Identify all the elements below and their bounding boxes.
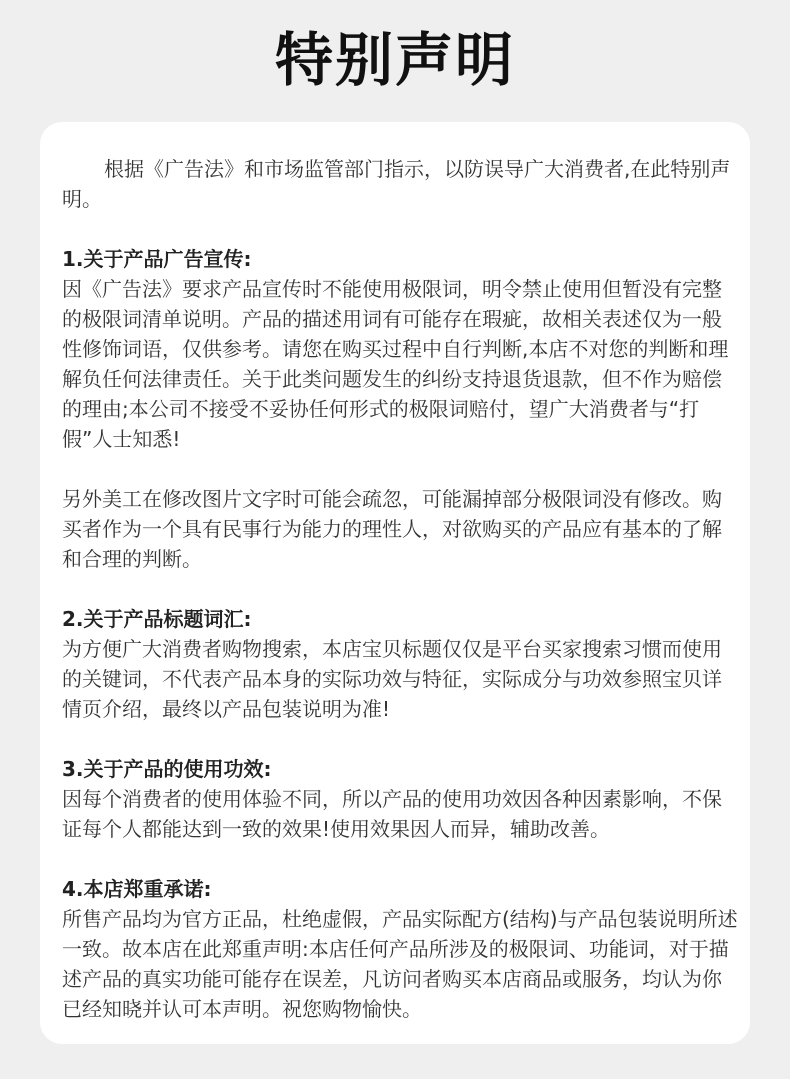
section-store-promise bbox=[62, 874, 738, 1024]
spacer bbox=[62, 724, 738, 754]
intro-paragraph: 根据《广告法》和市场监管部门指示，以防误导广大消费者,在此特别声明。 bbox=[62, 157, 731, 211]
section-title-keywords bbox=[62, 604, 738, 724]
spacer bbox=[62, 844, 738, 874]
section-heading: 1.关于产品广告宣传: bbox=[62, 247, 252, 271]
section-paragraph: 另外美工在修改图片文字时可能会疏忽，可能漏掉部分极限词没有修改。购买者作为一个具有民事行为能力的理性人，对欲购买的产品应有基本的了解和合理的判断。 bbox=[62, 487, 722, 571]
section-paragraph: 因《广告法》要求产品宣传时不能使用极限词，明令禁止使用但暂没有完整的极限词清单说明。产品的描述用词有可能存在瑕疵，故相关表述仅为一般性修饰词语，仅供参考。请您在购买过程中自行判断,本店不对您的判断和理解负任何法律责任。关于此类问题发生的纠纷支持退货退款，但不作为赔偿的理由;本公司不接受不妥协任何形式的极限词赔付，望广大消费者与“打假”人士知悉! bbox=[62, 277, 729, 451]
section-heading: 2.关于产品标题词汇: bbox=[62, 607, 252, 631]
statement-card bbox=[40, 122, 750, 1044]
spacer bbox=[62, 214, 738, 244]
section-heading: 4.本店郑重承诺: bbox=[62, 877, 212, 901]
section-heading: 3.关于产品的使用功效: bbox=[62, 757, 272, 781]
spacer bbox=[62, 574, 738, 604]
section-advertising bbox=[62, 244, 738, 574]
section-product-effects bbox=[62, 754, 738, 844]
page-title: 特别声明 bbox=[274, 26, 515, 94]
section-paragraph: 所售产品均为官方正品，杜绝虚假，产品实际配方(结构)与产品包装说明所述一致。故本店在此郑重声明:本店任何产品所涉及的极限词、功能词，对于描述产品的真实功能可能存在误差，凡访问者购买本店商品或服务，均认为你已经知晓并认可本声明。祝您购物愉快。 bbox=[62, 907, 738, 1021]
spacer bbox=[62, 454, 738, 484]
section-paragraph: 因每个消费者的使用体验不同，所以产品的使用功效因各种因素影响，不保证每个人都能达到一致的效果!使用效果因人而异，辅助改善。 bbox=[62, 787, 722, 841]
section-paragraph: 为方便广大消费者购物搜索，本店宝贝标题仅仅是平台买家搜索习惯而使用的关键词，不代表产品本身的实际功效与特征，实际成分与功效参照宝贝详情页介绍，最终以产品包装说明为准! bbox=[62, 637, 722, 721]
